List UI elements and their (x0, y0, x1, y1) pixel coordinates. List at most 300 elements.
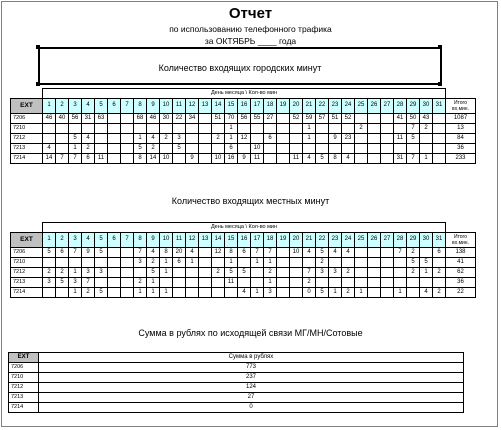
minutes-cell[interactable]: 1 (225, 123, 238, 133)
minutes-cell[interactable]: 31 (394, 153, 407, 163)
minutes-cell[interactable]: 6 (225, 143, 238, 153)
minutes-cell[interactable]: 6 (433, 247, 446, 257)
minutes-cell[interactable]: 2 (433, 287, 446, 297)
minutes-cell[interactable]: 1 (420, 267, 433, 277)
sum-cell[interactable]: 124 (39, 383, 464, 393)
minutes-cell[interactable]: 2 (420, 123, 433, 133)
minutes-cell[interactable] (368, 257, 381, 267)
minutes-cell[interactable] (212, 143, 225, 153)
minutes-cell[interactable] (368, 287, 381, 297)
minutes-cell[interactable] (355, 143, 368, 153)
minutes-cell[interactable] (316, 133, 329, 143)
minutes-cell[interactable] (420, 277, 433, 287)
minutes-cell[interactable] (381, 247, 394, 257)
minutes-cell[interactable] (251, 133, 264, 143)
minutes-cell[interactable] (329, 143, 342, 153)
minutes-cell[interactable] (160, 143, 173, 153)
minutes-cell[interactable] (277, 247, 290, 257)
minutes-cell[interactable]: 5 (316, 287, 329, 297)
minutes-cell[interactable] (290, 277, 303, 287)
minutes-cell[interactable]: 52 (342, 113, 355, 123)
minutes-cell[interactable]: 3 (82, 267, 95, 277)
minutes-cell[interactable] (420, 247, 433, 257)
ext-cell[interactable]: 7214 (11, 287, 43, 297)
minutes-cell[interactable] (212, 277, 225, 287)
minutes-cell[interactable] (108, 277, 121, 287)
minutes-cell[interactable] (147, 123, 160, 133)
minutes-cell[interactable] (108, 267, 121, 277)
minutes-cell[interactable]: 5 (238, 267, 251, 277)
minutes-cell[interactable] (329, 257, 342, 267)
minutes-cell[interactable]: 1 (264, 277, 277, 287)
minutes-cell[interactable]: 2 (212, 133, 225, 143)
minutes-cell[interactable] (121, 123, 134, 133)
minutes-cell[interactable]: 10 (160, 153, 173, 163)
minutes-cell[interactable]: 7 (134, 247, 147, 257)
minutes-cell[interactable] (199, 133, 212, 143)
minutes-cell[interactable] (329, 277, 342, 287)
minutes-cell[interactable] (420, 143, 433, 153)
minutes-cell[interactable]: 1 (420, 153, 433, 163)
minutes-cell[interactable]: 1 (147, 277, 160, 287)
minutes-cell[interactable] (108, 153, 121, 163)
minutes-cell[interactable] (108, 123, 121, 133)
minutes-cell[interactable]: 0 (303, 287, 316, 297)
minutes-cell[interactable]: 7 (251, 247, 264, 257)
minutes-cell[interactable]: 7 (69, 247, 82, 257)
minutes-cell[interactable] (251, 123, 264, 133)
minutes-cell[interactable]: 1 (225, 257, 238, 267)
minutes-cell[interactable]: 40 (56, 113, 69, 123)
minutes-cell[interactable]: 3 (264, 287, 277, 297)
minutes-cell[interactable] (199, 143, 212, 153)
minutes-cell[interactable] (290, 123, 303, 133)
minutes-cell[interactable]: 11 (251, 153, 264, 163)
minutes-cell[interactable]: 3 (316, 267, 329, 277)
minutes-cell[interactable]: 51 (329, 113, 342, 123)
minutes-cell[interactable] (186, 133, 199, 143)
minutes-cell[interactable] (394, 267, 407, 277)
minutes-cell[interactable] (316, 123, 329, 133)
minutes-cell[interactable]: 30 (160, 113, 173, 123)
minutes-cell[interactable] (199, 277, 212, 287)
minutes-cell[interactable]: 1 (69, 287, 82, 297)
minutes-cell[interactable] (121, 113, 134, 123)
minutes-cell[interactable]: 5 (95, 287, 108, 297)
minutes-cell[interactable] (134, 267, 147, 277)
minutes-cell[interactable]: 11 (394, 133, 407, 143)
minutes-cell[interactable]: 14 (147, 153, 160, 163)
ext-cell[interactable]: 7210 (11, 257, 43, 267)
minutes-cell[interactable]: 22 (173, 113, 186, 123)
minutes-cell[interactable]: 4 (238, 287, 251, 297)
minutes-cell[interactable]: 7 (303, 267, 316, 277)
minutes-cell[interactable] (368, 153, 381, 163)
minutes-cell[interactable] (121, 287, 134, 297)
minutes-cell[interactable]: 50 (407, 113, 420, 123)
minutes-cell[interactable] (433, 257, 446, 267)
minutes-cell[interactable]: 14 (43, 153, 56, 163)
minutes-cell[interactable] (342, 143, 355, 153)
minutes-cell[interactable] (355, 277, 368, 287)
minutes-cell[interactable] (381, 287, 394, 297)
minutes-cell[interactable] (433, 143, 446, 153)
minutes-cell[interactable]: 4 (329, 247, 342, 257)
minutes-cell[interactable] (277, 287, 290, 297)
minutes-cell[interactable]: 11 (225, 277, 238, 287)
minutes-cell[interactable] (238, 277, 251, 287)
minutes-cell[interactable] (277, 143, 290, 153)
minutes-cell[interactable]: 1 (160, 287, 173, 297)
minutes-cell[interactable] (69, 123, 82, 133)
minutes-cell[interactable] (407, 277, 420, 287)
resize-handle[interactable] (36, 82, 40, 86)
resize-handle[interactable] (438, 82, 442, 86)
ext-cell[interactable]: 7212 (11, 267, 43, 277)
ext-cell[interactable]: 7212 (11, 133, 43, 143)
minutes-cell[interactable] (381, 277, 394, 287)
minutes-cell[interactable] (199, 247, 212, 257)
minutes-cell[interactable]: 2 (43, 267, 56, 277)
minutes-cell[interactable] (303, 257, 316, 267)
minutes-cell[interactable] (212, 123, 225, 133)
minutes-cell[interactable]: 34 (186, 113, 199, 123)
minutes-cell[interactable]: 56 (238, 113, 251, 123)
minutes-cell[interactable]: 1 (303, 133, 316, 143)
minutes-cell[interactable] (355, 267, 368, 277)
minutes-cell[interactable] (173, 123, 186, 133)
minutes-cell[interactable] (277, 133, 290, 143)
ext-cell[interactable]: 7206 (9, 363, 39, 373)
minutes-cell[interactable] (381, 267, 394, 277)
minutes-cell[interactable]: 70 (225, 113, 238, 123)
minutes-cell[interactable]: 4 (147, 133, 160, 143)
minutes-cell[interactable]: 59 (303, 113, 316, 123)
minutes-cell[interactable] (108, 133, 121, 143)
minutes-cell[interactable] (108, 257, 121, 267)
minutes-cell[interactable] (381, 113, 394, 123)
minutes-cell[interactable] (43, 133, 56, 143)
minutes-cell[interactable]: 7 (82, 277, 95, 287)
minutes-cell[interactable]: 3 (329, 267, 342, 277)
minutes-cell[interactable]: 5 (95, 247, 108, 257)
minutes-cell[interactable] (186, 143, 199, 153)
minutes-cell[interactable] (43, 123, 56, 133)
minutes-cell[interactable] (56, 143, 69, 153)
minutes-cell[interactable]: 2 (147, 257, 160, 267)
minutes-cell[interactable]: 56 (69, 113, 82, 123)
ext-cell[interactable]: 7213 (9, 393, 39, 403)
minutes-cell[interactable] (394, 277, 407, 287)
minutes-cell[interactable] (329, 123, 342, 133)
minutes-cell[interactable] (433, 123, 446, 133)
minutes-cell[interactable] (420, 133, 433, 143)
minutes-cell[interactable]: 1 (134, 287, 147, 297)
minutes-cell[interactable]: 11 (290, 153, 303, 163)
minutes-cell[interactable]: 2 (407, 267, 420, 277)
minutes-cell[interactable] (368, 267, 381, 277)
minutes-cell[interactable]: 10 (212, 153, 225, 163)
minutes-cell[interactable]: 9 (329, 133, 342, 143)
minutes-cell[interactable] (264, 143, 277, 153)
minutes-cell[interactable] (95, 123, 108, 133)
minutes-cell[interactable]: 2 (316, 257, 329, 267)
minutes-cell[interactable] (264, 123, 277, 133)
minutes-cell[interactable] (199, 153, 212, 163)
minutes-cell[interactable] (173, 277, 186, 287)
minutes-cell[interactable]: 5 (407, 257, 420, 267)
minutes-cell[interactable] (264, 153, 277, 163)
minutes-cell[interactable]: 12 (212, 247, 225, 257)
minutes-cell[interactable]: 8 (160, 247, 173, 257)
ext-cell[interactable]: 7212 (9, 383, 39, 393)
minutes-cell[interactable]: 4 (82, 133, 95, 143)
minutes-cell[interactable]: 10 (251, 143, 264, 153)
minutes-cell[interactable]: 55 (251, 113, 264, 123)
ext-cell[interactable]: 7214 (9, 403, 39, 413)
minutes-cell[interactable] (56, 287, 69, 297)
minutes-cell[interactable]: 2 (264, 267, 277, 277)
minutes-cell[interactable] (82, 257, 95, 267)
minutes-cell[interactable]: 9 (82, 247, 95, 257)
minutes-cell[interactable]: 8 (134, 153, 147, 163)
minutes-cell[interactable] (277, 123, 290, 133)
minutes-cell[interactable] (381, 143, 394, 153)
minutes-cell[interactable]: 2 (134, 277, 147, 287)
minutes-cell[interactable]: 4 (303, 153, 316, 163)
minutes-cell[interactable]: 6 (238, 247, 251, 257)
minutes-cell[interactable] (277, 153, 290, 163)
minutes-cell[interactable] (290, 267, 303, 277)
minutes-cell[interactable]: 5 (134, 143, 147, 153)
minutes-cell[interactable] (381, 123, 394, 133)
total-cell[interactable]: 138 (446, 247, 476, 257)
total-cell[interactable]: 36 (446, 277, 476, 287)
minutes-cell[interactable]: 11 (95, 153, 108, 163)
minutes-cell[interactable]: 27 (264, 113, 277, 123)
minutes-cell[interactable] (69, 257, 82, 267)
minutes-cell[interactable] (173, 153, 186, 163)
minutes-cell[interactable] (95, 133, 108, 143)
minutes-cell[interactable] (43, 257, 56, 267)
minutes-cell[interactable] (290, 133, 303, 143)
minutes-cell[interactable] (95, 143, 108, 153)
sum-cell[interactable]: 27 (39, 393, 464, 403)
minutes-cell[interactable]: 3 (95, 267, 108, 277)
minutes-cell[interactable]: 7 (394, 247, 407, 257)
minutes-cell[interactable]: 12 (238, 133, 251, 143)
minutes-cell[interactable]: 52 (290, 113, 303, 123)
minutes-cell[interactable] (186, 287, 199, 297)
minutes-cell[interactable]: 5 (43, 247, 56, 257)
minutes-cell[interactable]: 2 (212, 267, 225, 277)
minutes-cell[interactable]: 2 (303, 277, 316, 287)
minutes-cell[interactable] (238, 123, 251, 133)
minutes-cell[interactable]: 3 (69, 277, 82, 287)
minutes-cell[interactable] (433, 153, 446, 163)
minutes-cell[interactable]: 8 (225, 247, 238, 257)
minutes-cell[interactable]: 23 (342, 133, 355, 143)
minutes-cell[interactable]: 1 (355, 287, 368, 297)
minutes-cell[interactable] (355, 257, 368, 267)
minutes-cell[interactable] (199, 257, 212, 267)
minutes-cell[interactable] (121, 277, 134, 287)
minutes-cell[interactable]: 57 (316, 113, 329, 123)
minutes-cell[interactable] (316, 277, 329, 287)
total-cell[interactable]: 84 (446, 133, 476, 143)
minutes-cell[interactable]: 2 (82, 143, 95, 153)
minutes-cell[interactable] (251, 267, 264, 277)
minutes-cell[interactable]: 3 (43, 277, 56, 287)
minutes-cell[interactable] (82, 123, 95, 133)
minutes-cell[interactable] (121, 247, 134, 257)
minutes-cell[interactable] (212, 257, 225, 267)
minutes-cell[interactable] (316, 143, 329, 153)
minutes-cell[interactable]: 46 (147, 113, 160, 123)
minutes-cell[interactable]: 1 (147, 287, 160, 297)
minutes-cell[interactable]: 5 (316, 153, 329, 163)
ext-cell[interactable]: 7206 (11, 247, 43, 257)
minutes-cell[interactable]: 6 (173, 257, 186, 267)
minutes-cell[interactable]: 1 (329, 287, 342, 297)
minutes-cell[interactable]: 16 (225, 153, 238, 163)
minutes-cell[interactable]: 3 (173, 133, 186, 143)
minutes-cell[interactable]: 9 (186, 153, 199, 163)
section1-title-box[interactable]: Количество входящих городских минут (38, 47, 442, 85)
minutes-cell[interactable] (121, 133, 134, 143)
minutes-cell[interactable] (108, 143, 121, 153)
sum-cell[interactable]: 773 (39, 363, 464, 373)
minutes-cell[interactable]: 1 (134, 133, 147, 143)
minutes-cell[interactable]: 1 (264, 257, 277, 267)
minutes-cell[interactable]: 20 (173, 247, 186, 257)
sum-cell[interactable]: 237 (39, 373, 464, 383)
minutes-cell[interactable]: 7 (56, 153, 69, 163)
minutes-cell[interactable] (407, 287, 420, 297)
minutes-cell[interactable]: 4 (303, 247, 316, 257)
minutes-cell[interactable] (186, 267, 199, 277)
minutes-cell[interactable]: 2 (355, 123, 368, 133)
minutes-cell[interactable]: 4 (147, 247, 160, 257)
minutes-cell[interactable] (407, 143, 420, 153)
minutes-cell[interactable] (56, 257, 69, 267)
minutes-cell[interactable]: 63 (95, 113, 108, 123)
minutes-cell[interactable] (355, 133, 368, 143)
minutes-cell[interactable]: 41 (394, 113, 407, 123)
minutes-cell[interactable] (186, 277, 199, 287)
minutes-cell[interactable]: 7 (264, 247, 277, 257)
minutes-cell[interactable]: 68 (134, 113, 147, 123)
resize-handle[interactable] (438, 45, 442, 49)
minutes-cell[interactable]: 5 (56, 277, 69, 287)
ext-cell[interactable]: 7214 (11, 153, 43, 163)
minutes-cell[interactable] (121, 153, 134, 163)
minutes-cell[interactable] (56, 123, 69, 133)
minutes-cell[interactable] (355, 153, 368, 163)
minutes-cell[interactable] (108, 247, 121, 257)
minutes-cell[interactable] (251, 277, 264, 287)
minutes-cell[interactable] (160, 123, 173, 133)
minutes-cell[interactable]: 6 (264, 133, 277, 143)
minutes-cell[interactable] (56, 133, 69, 143)
minutes-cell[interactable] (368, 143, 381, 153)
minutes-cell[interactable]: 4 (43, 143, 56, 153)
minutes-cell[interactable] (199, 267, 212, 277)
minutes-cell[interactable]: 1 (69, 143, 82, 153)
minutes-cell[interactable] (238, 257, 251, 267)
minutes-cell[interactable]: 5 (225, 267, 238, 277)
minutes-cell[interactable] (342, 257, 355, 267)
minutes-cell[interactable] (121, 267, 134, 277)
minutes-cell[interactable]: 5 (173, 143, 186, 153)
minutes-cell[interactable] (342, 277, 355, 287)
minutes-cell[interactable]: 1 (160, 257, 173, 267)
resize-handle[interactable] (36, 45, 40, 49)
minutes-cell[interactable] (342, 123, 355, 133)
minutes-cell[interactable]: 2 (407, 247, 420, 257)
minutes-cell[interactable] (121, 143, 134, 153)
minutes-cell[interactable]: 5 (147, 267, 160, 277)
minutes-cell[interactable]: 2 (82, 287, 95, 297)
total-cell[interactable]: 22 (446, 287, 476, 297)
minutes-cell[interactable]: 31 (82, 113, 95, 123)
minutes-cell[interactable] (368, 277, 381, 287)
minutes-cell[interactable] (173, 287, 186, 297)
minutes-cell[interactable] (394, 143, 407, 153)
minutes-cell[interactable] (277, 267, 290, 277)
minutes-cell[interactable] (433, 113, 446, 123)
total-cell[interactable]: 13 (446, 123, 476, 133)
ext-cell[interactable]: 7210 (9, 373, 39, 383)
total-cell[interactable]: 41 (446, 257, 476, 267)
minutes-cell[interactable] (173, 267, 186, 277)
minutes-cell[interactable] (160, 277, 173, 287)
minutes-cell[interactable] (355, 247, 368, 257)
minutes-cell[interactable] (433, 133, 446, 143)
minutes-cell[interactable]: 4 (342, 247, 355, 257)
minutes-cell[interactable] (225, 287, 238, 297)
minutes-cell[interactable] (277, 257, 290, 267)
minutes-cell[interactable]: 1 (225, 133, 238, 143)
minutes-cell[interactable] (368, 247, 381, 257)
minutes-cell[interactable]: 7 (407, 123, 420, 133)
minutes-cell[interactable]: 2 (342, 287, 355, 297)
minutes-cell[interactable] (381, 133, 394, 143)
minutes-cell[interactable] (95, 277, 108, 287)
minutes-cell[interactable]: 1 (251, 287, 264, 297)
minutes-cell[interactable] (394, 123, 407, 133)
ext-cell[interactable]: 7213 (11, 277, 43, 287)
minutes-cell[interactable]: 10 (290, 247, 303, 257)
minutes-cell[interactable]: 2 (160, 133, 173, 143)
minutes-cell[interactable] (433, 277, 446, 287)
minutes-cell[interactable]: 2 (147, 143, 160, 153)
minutes-cell[interactable] (199, 287, 212, 297)
minutes-cell[interactable]: 1 (394, 287, 407, 297)
minutes-cell[interactable] (303, 143, 316, 153)
minutes-cell[interactable]: 2 (342, 267, 355, 277)
minutes-cell[interactable] (277, 113, 290, 123)
minutes-cell[interactable]: 46 (43, 113, 56, 123)
minutes-cell[interactable] (186, 123, 199, 133)
minutes-cell[interactable] (368, 133, 381, 143)
minutes-cell[interactable]: 6 (82, 153, 95, 163)
minutes-cell[interactable] (290, 287, 303, 297)
ext-cell[interactable]: 7210 (11, 123, 43, 133)
minutes-cell[interactable] (368, 123, 381, 133)
minutes-cell[interactable] (368, 113, 381, 123)
minutes-cell[interactable]: 8 (329, 153, 342, 163)
